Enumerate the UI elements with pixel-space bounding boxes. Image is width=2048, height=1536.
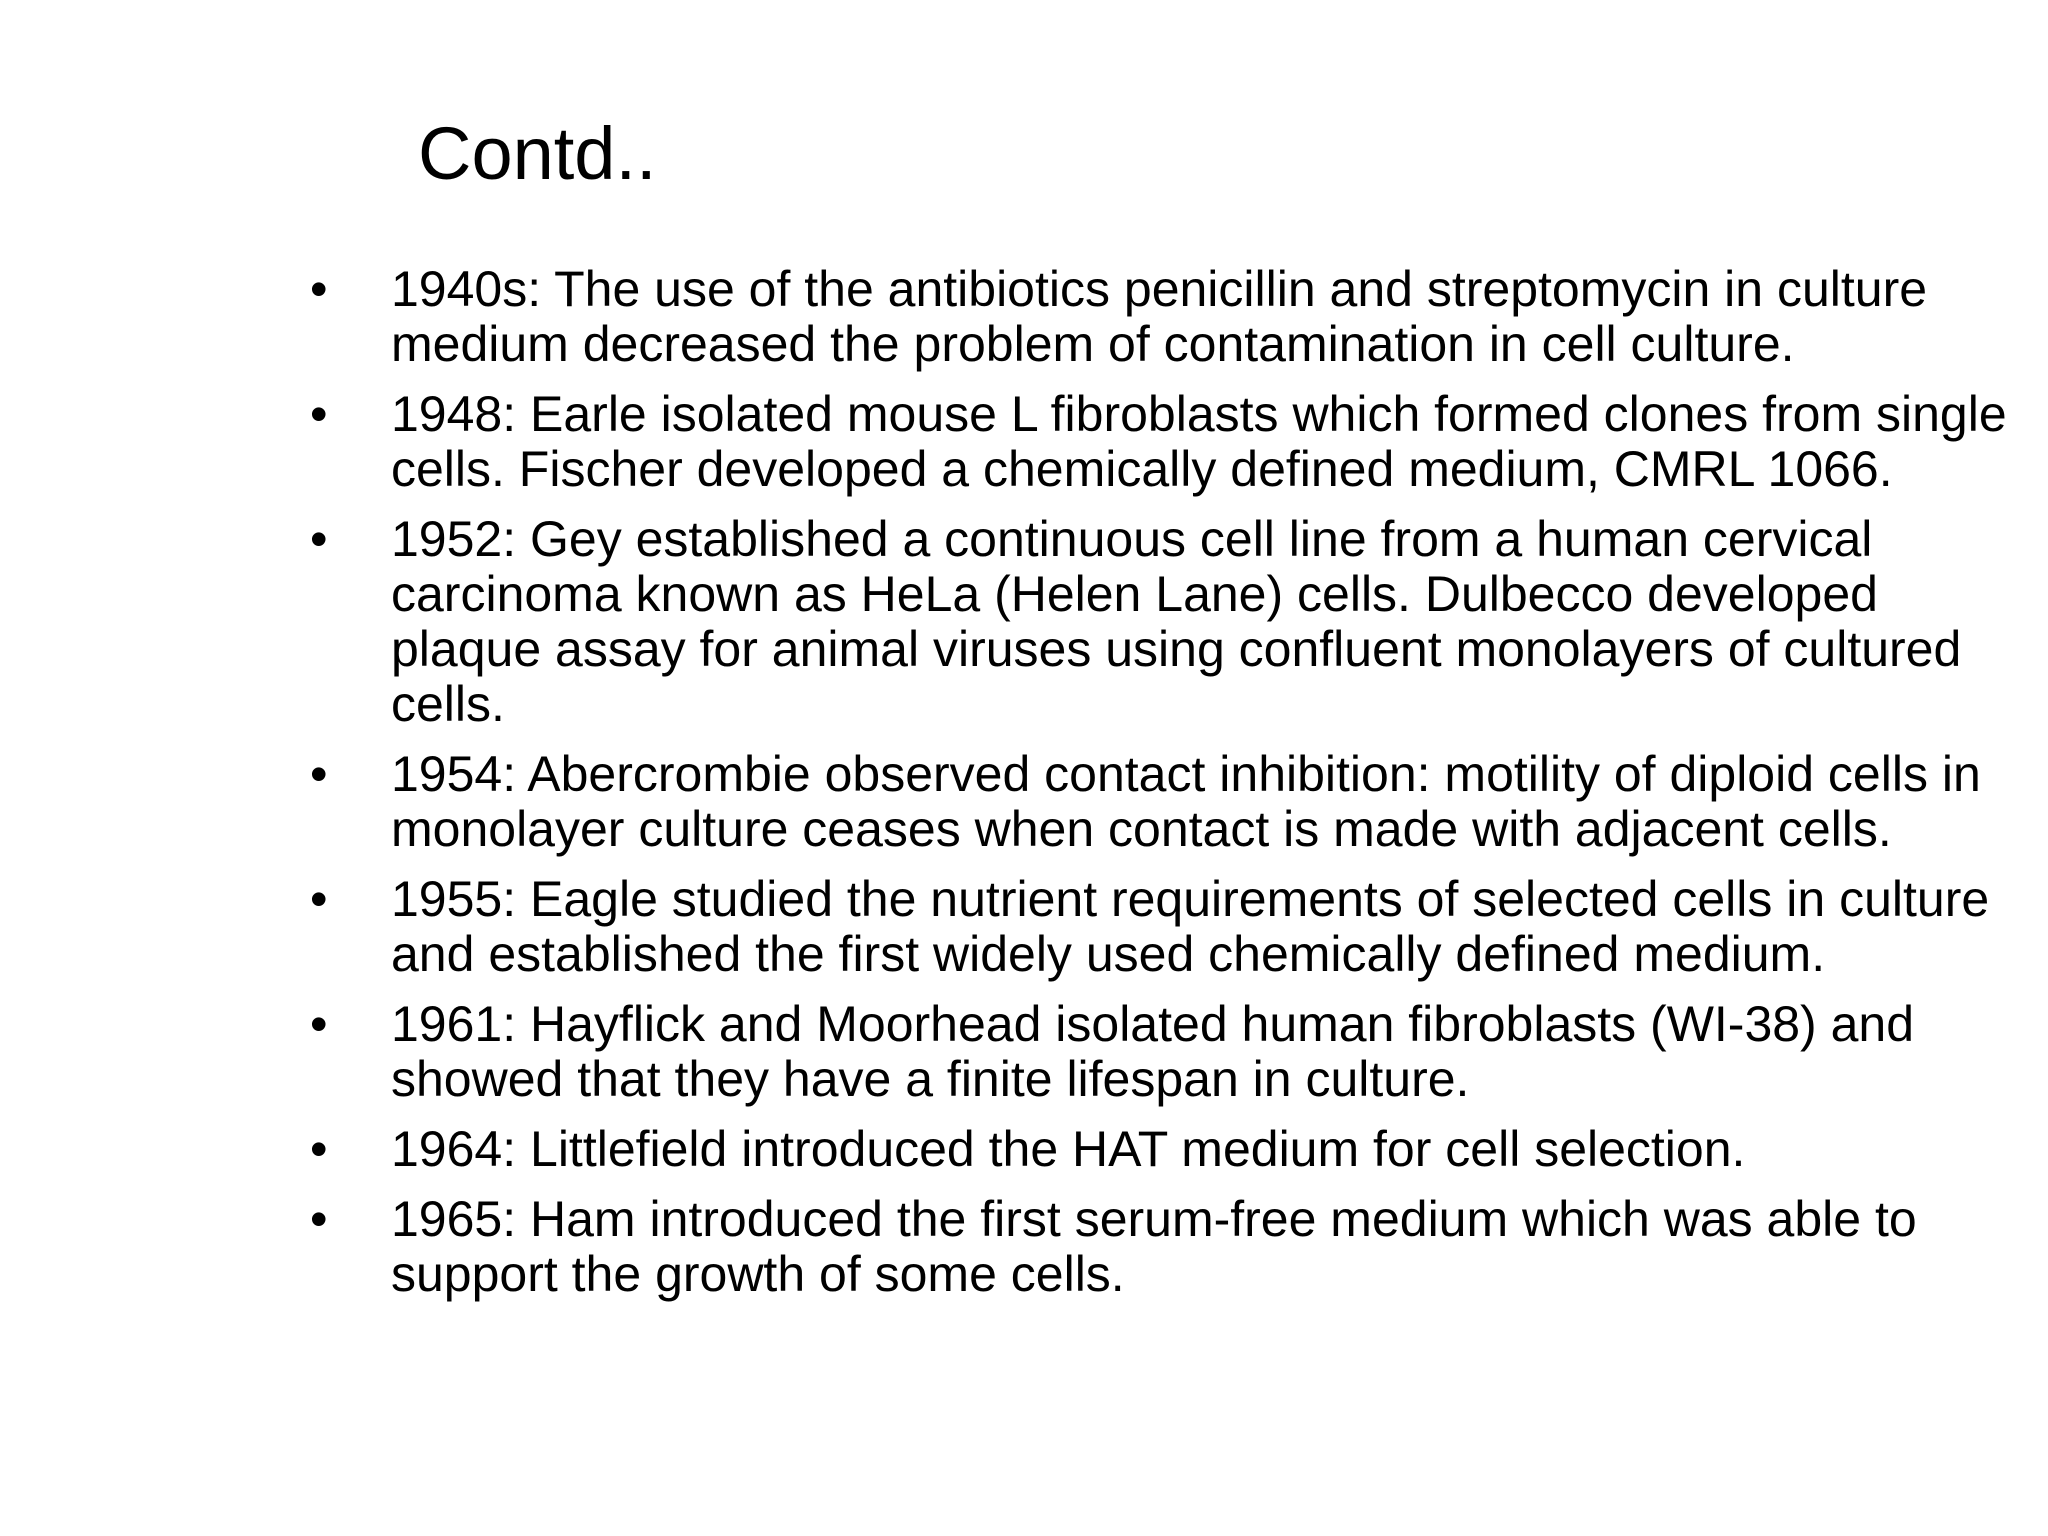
bullet-icon: • <box>310 261 328 317</box>
bullet-icon: • <box>310 871 328 927</box>
bullet-icon: • <box>310 511 328 567</box>
bullet-text: 1954: Abercrombie observed contact inhibition: motility of diploid cells in monolayer culture ceases when contact is made with adjacent cells. <box>391 746 1981 857</box>
bullet-text: 1961: Hayflick and Moorhead isolated human fibroblasts (WI-38) and showed that they have a finite lifespan in culture. <box>391 996 1915 1107</box>
bullet-text: 1955: Eagle studied the nutrient requirements of selected cells in culture and established the first widely used chemically defined medium. <box>391 871 1990 982</box>
bullet-item <box>310 997 2030 1107</box>
bullet-icon: • <box>310 1191 328 1247</box>
bullet-text: 1948: Earle isolated mouse L fibroblasts which formed clones from single cells. Fischer developed a chemically defined medium, CMRL 1066. <box>391 386 2007 497</box>
bullet-text: 1965: Ham introduced the first serum-free medium which was able to support the growth of some cells. <box>391 1191 1917 1302</box>
bullet-list <box>310 262 2030 1317</box>
bullet-item <box>310 387 2030 497</box>
bullet-text: 1964: Littlefield introduced the HAT medium for cell selection. <box>391 1121 1746 1177</box>
bullet-item <box>310 1122 2030 1177</box>
bullet-item <box>310 1192 2030 1302</box>
bullet-icon: • <box>310 746 328 802</box>
bullet-item <box>310 262 2030 372</box>
bullet-item <box>310 747 2030 857</box>
bullet-text: 1940s: The use of the antibiotics penicillin and streptomycin in culture medium decreased the problem of contamination in cell culture. <box>391 261 1928 372</box>
bullet-item <box>310 512 2030 732</box>
bullet-icon: • <box>310 386 328 442</box>
bullet-item <box>310 872 2030 982</box>
bullet-icon: • <box>310 1121 328 1177</box>
slide-title: Contd.. <box>418 112 657 195</box>
bullet-icon: • <box>310 996 328 1052</box>
bullet-text: 1952: Gey established a continuous cell line from a human cervical carcinoma known as HeLa (Helen Lane) cells. Dulbecco developed plaque assay for animal viruses using confluent monolayers of cultured cells. <box>391 511 1962 732</box>
